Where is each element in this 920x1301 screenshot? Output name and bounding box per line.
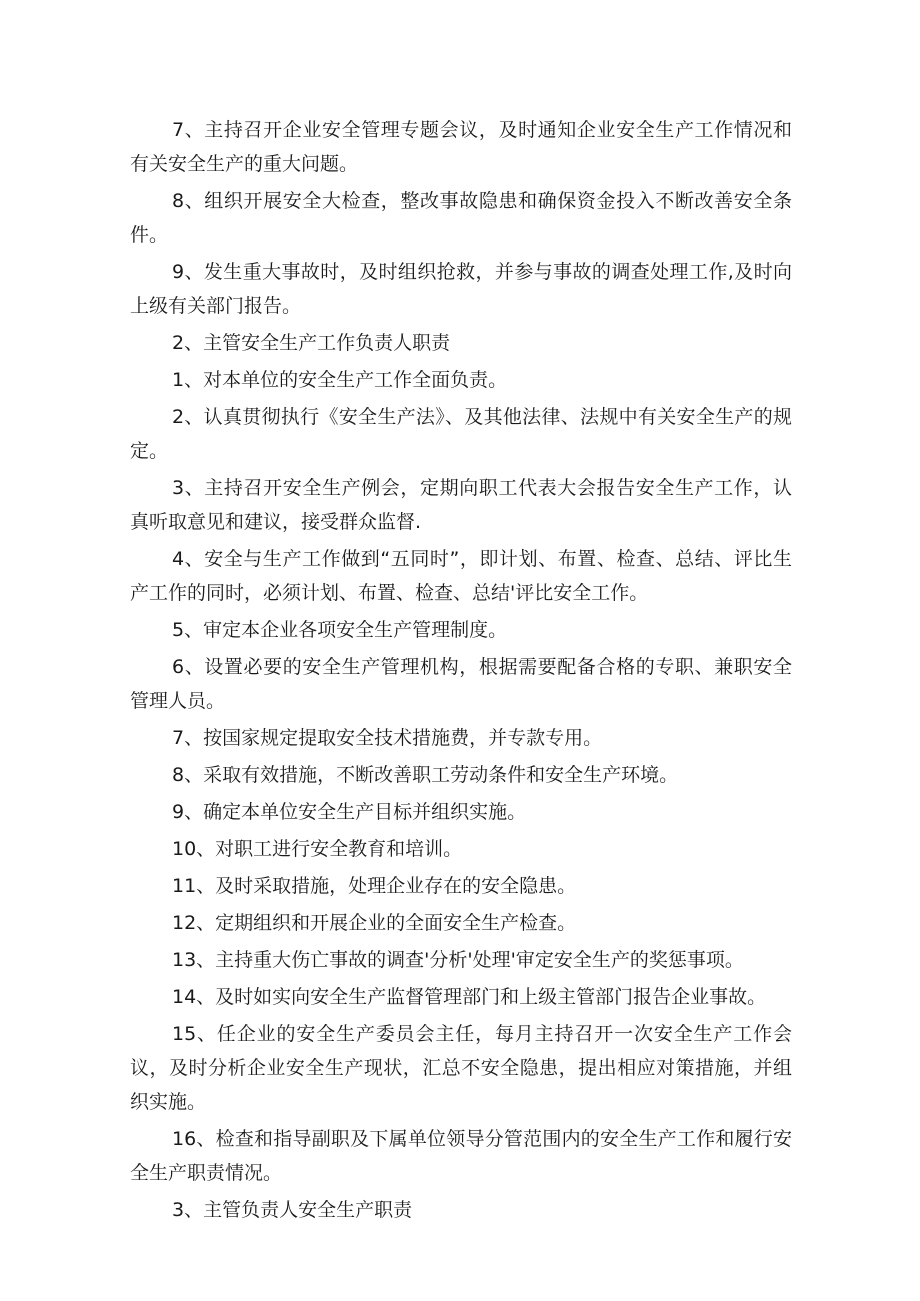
paragraph-11: 7、按国家规定提取安全技术措施费，并专款专用。 <box>172 727 603 749</box>
paragraph-18: 14、及时如实向安全生产监督管理部门和上级主管部门报告企业事故。 <box>172 986 767 1008</box>
section-heading-3: 3、主管负责人安全生产职责 <box>172 1199 413 1221</box>
paragraph-7: 3、主持召开安全生产例会，定期向职工代表大会报告安全生产工作，认真听取意见和建议，接受群众监督. <box>130 477 792 533</box>
paragraph-5: 1、对本单位的安全生产工作全面负责。 <box>172 369 508 391</box>
section-heading-2: 2、主管安全生产工作负责人职责 <box>172 332 451 354</box>
paragraph-2: 8、组织开展安全大检查，整改事故隐患和确保资金投入不断改善安全条件。 <box>130 190 792 246</box>
paragraph-3: 9、发生重大事故时，及时组织抢救，并参与事故的调查处理工作,及时向上级有关部门报告。 <box>130 261 792 317</box>
paragraph-6: 2、认真贯彻执行《安全生产法》、及其他法律、法规中有关安全生产的规定。 <box>130 406 792 462</box>
paragraph-17: 13、主持重大伤亡事故的调查'分析'处理'审定安全生产的奖惩事项。 <box>172 949 744 971</box>
paragraph-14: 10、对职工进行安全教育和培训。 <box>172 838 463 860</box>
paragraph-15: 11、及时采取措施，处理企业存在的安全隐患。 <box>172 875 577 897</box>
paragraph-13: 9、确定本单位安全生产目标并组织实施。 <box>172 801 527 823</box>
paragraph-19: 15、任企业的安全生产委员会主任，每月主持召开一次安全生产工作会议，及时分析企业安全生产现状，汇总不安全隐患，提出相应对策措施，并组织实施。 <box>130 1023 792 1113</box>
paragraph-8: 4、安全与生产工作做到“五同时”，即计划、布置、检查、总结、评比生产工作的同时，必须计划、布置、检查、总结'评比安全工作。 <box>130 548 792 604</box>
paragraph-9: 5、审定本企业各项安全生产管理制度。 <box>172 619 508 641</box>
document-body <box>130 113 792 1230</box>
paragraph-16: 12、定期组织和开展企业的全面安全生产检查。 <box>172 912 577 934</box>
paragraph-10: 6、设置必要的安全生产管理机构，根据需要配备合格的专职、兼职安全管理人员。 <box>130 656 792 712</box>
paragraph-1: 7、主持召开企业安全管理专题会议，及时通知企业安全生产工作情况和有关安全生产的重大问题。 <box>130 119 792 175</box>
paragraph-20: 16、检查和指导副职及下属单位领导分管范围内的安全生产工作和履行安全生产职责情况。 <box>130 1128 792 1184</box>
paragraph-12: 8、采取有效措施，不断改善职工劳动条件和安全生产环境。 <box>172 764 679 786</box>
